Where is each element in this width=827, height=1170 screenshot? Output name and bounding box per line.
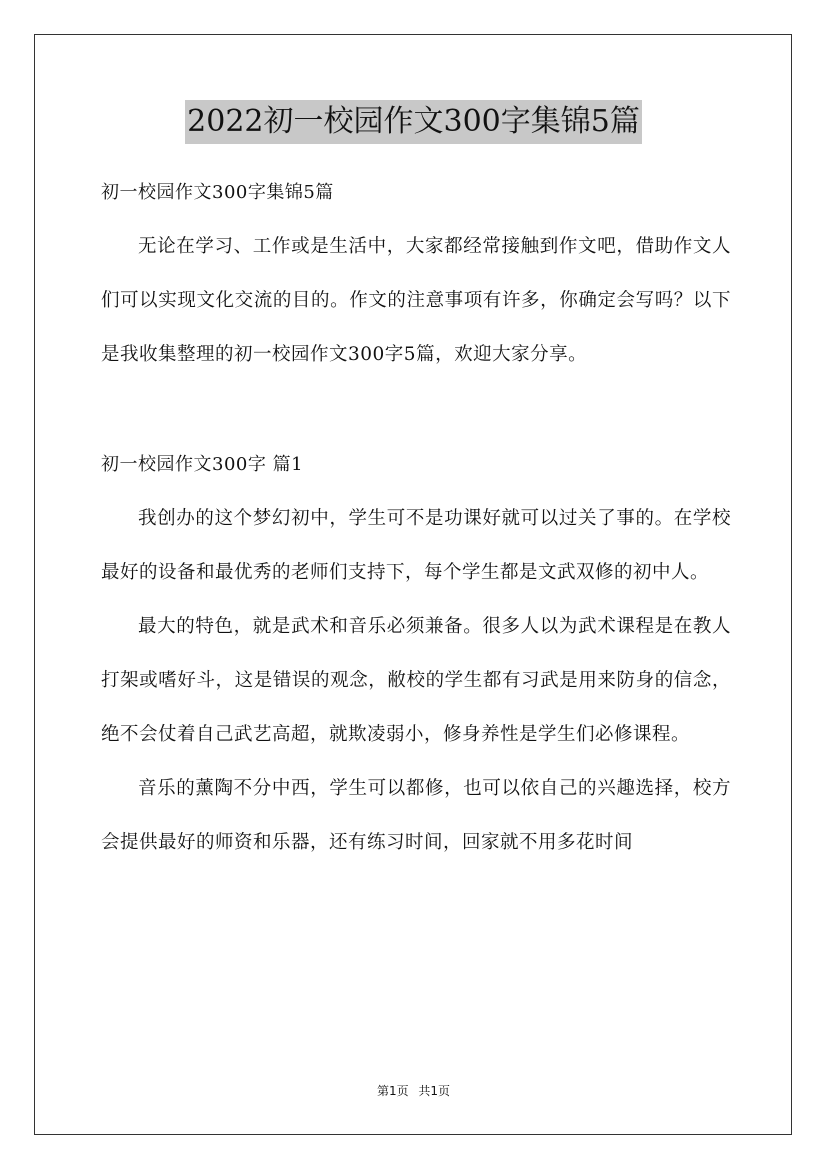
section-heading: 初一校园作文300字 篇1 bbox=[101, 454, 304, 475]
document-body bbox=[101, 166, 731, 870]
body-paragraph: 最大的特色，就是武术和音乐必须兼备。很多人以为武术课程是在教人打架或嗜好斗，这是错误的观念，敝校的学生都有习武是用来防身的信念，绝不会仗着自己武艺高超，就欺凌弱小，修身养性是学生们必修课程。 bbox=[101, 616, 731, 745]
body-paragraph: 音乐的薰陶不分中西，学生可以都修，也可以依自己的兴趣选择，校方会提供最好的师资和乐器，还有练习时间，回家就不用多花时间 bbox=[101, 778, 731, 853]
page-number: 第1页 bbox=[376, 1084, 409, 1098]
document-subtitle: 初一校园作文300字集锦5篇 bbox=[101, 182, 334, 203]
intro-paragraph: 无论在学习、工作或是生活中，大家都经常接触到作文吧，借助作文人们可以实现文化交流的目的。作文的注意事项有许多，你确定会写吗？以下是我收集整理的初一校园作文300字5篇，欢迎大家分享。 bbox=[101, 236, 731, 365]
page-footer bbox=[0, 1082, 827, 1099]
body-paragraph: 我创办的这个梦幻初中，学生可不是功课好就可以过关了事的。在学校最好的设备和最优秀的老师们支持下，每个学生都是文武双修的初中人。 bbox=[101, 508, 731, 583]
page-total: 共1页 bbox=[418, 1084, 451, 1098]
section-gap bbox=[101, 382, 731, 438]
title-container bbox=[0, 100, 827, 144]
document-title: 2022初一校园作文300字集锦5篇 bbox=[185, 100, 642, 144]
